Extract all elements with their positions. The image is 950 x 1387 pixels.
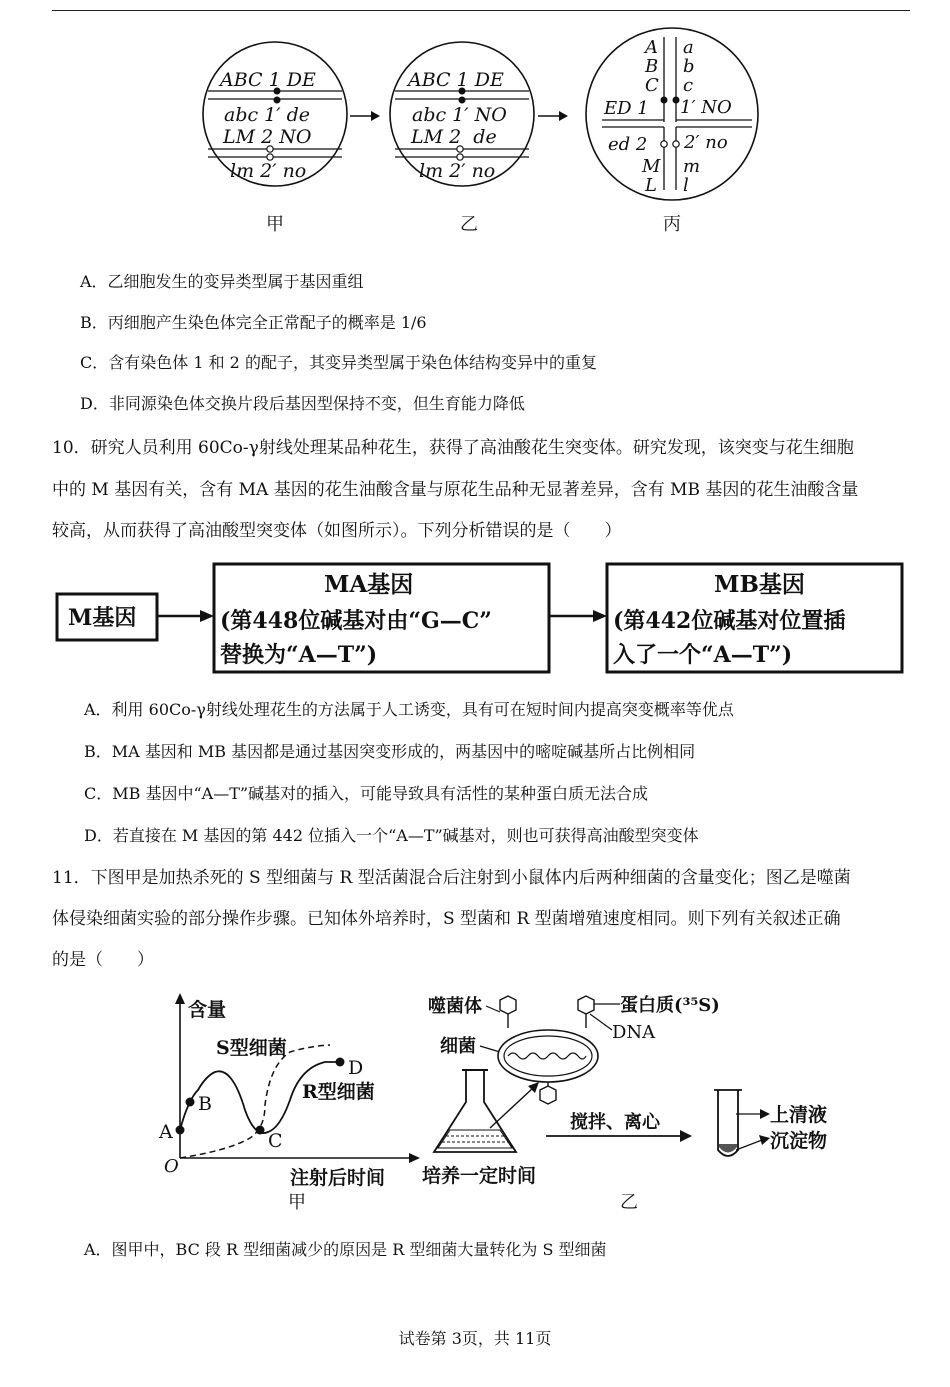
phage-icon-2 [578, 996, 594, 1028]
r-bacteria-label: R型细菌 [302, 1081, 375, 1103]
graph-ylabel: 含量 [188, 999, 227, 1021]
point-A: A [159, 1121, 173, 1143]
cell-bing-b: b [683, 56, 695, 77]
cell-jia-row1: ABC 1 DE [220, 69, 316, 91]
point-D: D [348, 1057, 364, 1079]
cell-bing-ED1: ED 1 [604, 98, 649, 119]
cell-bing-B: B [645, 56, 659, 77]
point-C: C [268, 1130, 283, 1152]
cell-bing-M: M [642, 156, 661, 177]
phage-icon-3 [540, 1082, 556, 1104]
graph-origin: O [164, 1156, 179, 1177]
culture-flask-icon [434, 1070, 516, 1152]
gene-mutation-flow-diagram [54, 560, 910, 680]
flow-box-ma-title: MA基因 [324, 571, 414, 598]
protein-label: 蛋白质(³⁵S) [620, 995, 720, 1016]
cell-bing-a: a [683, 37, 694, 58]
cell-bing-no2: 2′ no [684, 132, 728, 153]
flow-box-mb-line2: 入了一个“A—T”) [613, 642, 793, 668]
cell-yi-row3: LM 2 de [411, 126, 497, 148]
flow-arrow-2 [593, 610, 607, 622]
graph-xlabel: 注射后时间 [290, 1167, 386, 1189]
sediment-label: 沉淀物 [770, 1130, 828, 1152]
experiment-yi [422, 994, 827, 1213]
phage-icon [500, 996, 516, 1028]
q11-option-a: A．图甲中，BC 段 R 型细菌减少的原因是 R 型细菌大量转化为 S 型细菌 [84, 1240, 607, 1259]
cell-jia [203, 42, 347, 186]
experiment-caption-yi: 乙 [620, 1192, 638, 1213]
label-jia: 甲 [266, 214, 284, 235]
point-B: B [198, 1093, 212, 1115]
cell-yi-row2: abc 1′ NO [412, 104, 507, 126]
cell-bing [586, 28, 758, 200]
cell-bing-l: l [683, 175, 689, 196]
label-yi: 乙 [460, 214, 478, 235]
cell-jia-row2: abc 1′ de [224, 104, 311, 126]
step-label: 搅拌、离心 [570, 1112, 660, 1133]
arrow-yi-to-bing [538, 111, 568, 121]
q11-stem-line-2: 体侵染细菌实验的部分操作步骤。已知体外培养时，S 型菌和 R 型菌增殖速度相同。则下列有关叙述正确 [52, 909, 841, 929]
cell-bing-L: L [645, 175, 657, 196]
q9-option-d: D．非同源染色体交换片段后基因型保持不变，但生育能力降低 [80, 394, 525, 413]
top-rule [52, 10, 910, 11]
bacteria-figures [150, 990, 870, 1215]
flow-arrow-1 [200, 610, 214, 622]
cell-bing-ed2: ed 2 [608, 134, 648, 155]
q10-stem-line-3: 较高，从而获得了高油酸型突变体（如图所示）。下列分析错误的是（ ） [52, 521, 622, 541]
flow-box-mb-title: MB基因 [714, 571, 805, 598]
chromosome-cells-figure [190, 22, 770, 247]
s-bacteria-label: S型细菌 [216, 1037, 287, 1059]
q9-option-b: B．丙细胞产生染色体完全正常配子的概率是 1/6 [80, 313, 427, 332]
culture-label: 培养一定时间 [422, 1165, 537, 1187]
cell-bing-NO1: 1′ NO [680, 97, 732, 118]
q11-stem-line-3: 的是（ ） [52, 950, 154, 970]
phage-label: 噬菌体 [428, 996, 482, 1017]
cell-bing-A: A [645, 37, 658, 58]
cell-bing-C: C [645, 75, 659, 96]
q10-stem-line-2: 中的 M 基因有关，含有 MA 基因的花生油酸含量与原花生品种无显著差异，含有 MB 基因的花生油酸含量 [52, 480, 859, 500]
cell-jia-row4: lm 2′ no [230, 160, 307, 182]
flow-box-m-gene-label: M基因 [68, 605, 137, 631]
q10-option-b: B．MA 基因和 MB 基因都是通过基因突变形成的，两基因中的嘧啶碱基所占比例相同 [84, 742, 696, 761]
graph-caption-jia: 甲 [288, 1192, 306, 1213]
dna-label: DNA [612, 1022, 656, 1043]
label-bing: 丙 [663, 214, 681, 235]
cell-bing-m: m [683, 156, 701, 177]
flow-box-mb-line1: (第442位碱基对位置插 [613, 608, 846, 634]
cell-bing-c: c [683, 75, 694, 96]
arrow-jia-to-yi [350, 111, 380, 121]
flow-box-ma-line1: (第448位碱基对由“G—C” [220, 608, 492, 634]
q10-option-d: D．若直接在 M 基因的第 442 位插入一个“A—T”碱基对，则也可获得高油酸型突变体 [84, 826, 699, 845]
cell-yi [390, 42, 534, 186]
q10-option-c: C．MB 基因中“A—T”碱基对的插入，可能导致具有活性的某种蛋白质无法合成 [84, 784, 649, 803]
cell-jia-row3: LM 2 NO [223, 126, 312, 148]
flow-box-ma-line2: 替换为“A—T”) [220, 642, 378, 668]
bacteria-label: 细菌 [440, 1036, 476, 1057]
page-footer: 试卷第 3页，共 11页 [398, 1329, 552, 1348]
graph-jia [158, 993, 420, 1213]
q10-option-a: A．利用 60Co-γ射线处理花生的方法属于人工诱变，具有可在短时间内提高突变概率等优点 [84, 700, 734, 719]
q10-stem-line-1: 10．研究人员利用 60Co-γ射线处理某品种花生，获得了高油酸花生突变体。研究发现，该突变与花生细胞 [52, 438, 854, 458]
cell-yi-row1: ABC 1 DE [408, 69, 504, 91]
q11-stem-line-1: 11．下图甲是加热杀死的 S 型细菌与 R 型活菌混合后注射到小鼠体内后两种细菌的含量变化；图乙是噬菌 [52, 868, 851, 888]
q9-option-a: A．乙细胞发生的变异类型属于基因重组 [80, 272, 364, 291]
q9-option-c: C．含有染色体 1 和 2 的配子，其变异类型属于染色体结构变异中的重复 [80, 353, 597, 372]
cell-yi-row4: lm 2′ no [419, 160, 496, 182]
test-tube-icon [714, 1090, 742, 1156]
supernatant-label: 上清液 [770, 1104, 828, 1126]
